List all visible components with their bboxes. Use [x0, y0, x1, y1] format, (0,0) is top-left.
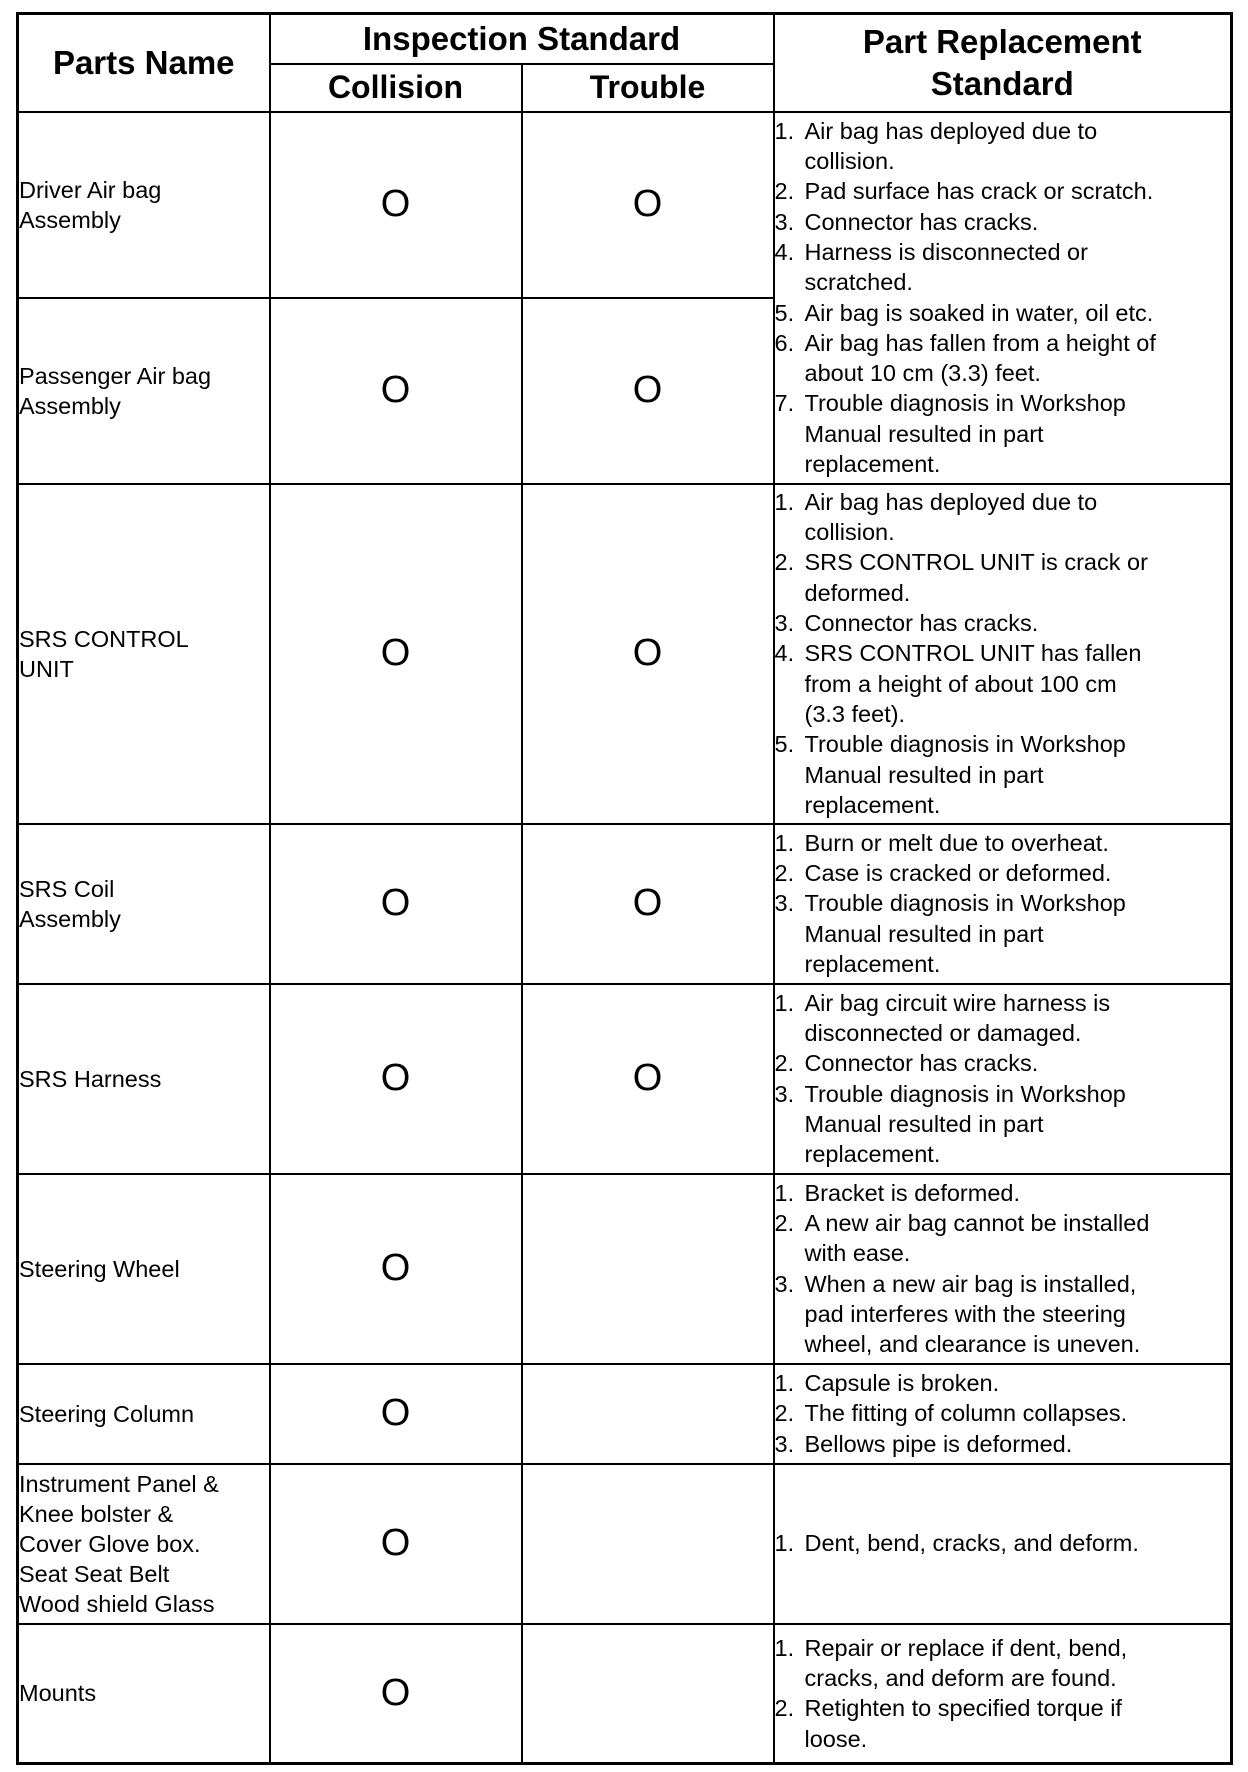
header-part-replacement-line1: Part Replacement [862, 22, 1142, 60]
standard-item-text: Trouble diagnosis in Workshop [804, 1080, 1126, 1107]
header-parts-name: Parts Name [18, 14, 270, 112]
standard-item [775, 298, 1231, 328]
standard-item-number: 2. [774, 1400, 795, 1427]
inspection-standard-table [16, 12, 1233, 1765]
table-row [18, 984, 1232, 1174]
collision-mark: O [270, 824, 522, 984]
standard-item-number: 3. [774, 890, 795, 917]
standard-item [775, 888, 1231, 979]
standard-item [775, 547, 1231, 608]
replacement-standard-list [775, 1178, 1231, 1360]
standard-item-number: 1. [774, 989, 795, 1016]
standard-item-text: Manual resulted in part [804, 1110, 1044, 1137]
trouble-mark: O [522, 984, 774, 1174]
standard-item-text: Bellows pipe is deformed. [804, 1430, 1073, 1457]
standard-item-text: (3.3 feet). [804, 700, 906, 727]
standard-item-text: Air bag has deployed due to [804, 488, 1098, 515]
standard-item-number: 1. [774, 1179, 795, 1206]
standard-item-text: deformed. [804, 579, 911, 606]
standard-item-text: Trouble diagnosis in Workshop [804, 890, 1126, 917]
header-part-replacement-line2: Standard [930, 64, 1074, 102]
standard-item-text: replacement. [804, 450, 941, 477]
standard-item-text: Air bag is soaked in water, oil etc. [804, 299, 1154, 326]
standard-item-number: 5. [774, 731, 795, 758]
standard-item-text: Burn or melt due to overheat. [804, 829, 1109, 856]
header-inspection-standard: Inspection Standard [270, 14, 774, 64]
trouble-mark: O [522, 824, 774, 984]
standard-item-text: Air bag has deployed due to [804, 117, 1098, 144]
replacement-standard-cell [774, 112, 1232, 484]
standard-item-text: When a new air bag is installed, [804, 1270, 1137, 1297]
standard-item-text: Air bag has fallen from a height of [804, 329, 1156, 356]
standard-item-number: 1. [774, 117, 795, 144]
standard-item-text: The fitting of column collapses. [804, 1400, 1128, 1427]
part-name-cell [18, 984, 270, 1174]
standard-item-number: 3. [774, 610, 795, 637]
standard-item-text: replacement. [804, 791, 941, 818]
standard-item-number: 3. [774, 1080, 795, 1107]
collision-mark: O [270, 1464, 522, 1624]
trouble-mark [522, 1174, 774, 1364]
standard-item-text: Manual resulted in part [804, 920, 1044, 947]
part-name-line: Passenger Air bag [19, 362, 212, 389]
standard-item [775, 1079, 1231, 1170]
part-name-line: Steering Column [19, 1400, 195, 1427]
header-trouble: Trouble [522, 64, 774, 112]
replacement-standard-cell [774, 1364, 1232, 1464]
replacement-standard-list [775, 487, 1231, 820]
standard-item-text: collision. [804, 148, 895, 175]
collision-mark: O [270, 984, 522, 1174]
standard-item [775, 1633, 1231, 1694]
replacement-standard-cell [774, 1624, 1232, 1764]
standard-item-text: Bracket is deformed. [804, 1179, 1021, 1206]
part-name-cell [18, 484, 270, 824]
table-row [18, 1624, 1232, 1764]
standard-item-number: 1. [774, 829, 795, 856]
standard-item [775, 1528, 1231, 1558]
standard-item-text: Case is cracked or deformed. [804, 860, 1112, 887]
standard-item-text: Manual resulted in part [804, 761, 1044, 788]
standard-item-text: Repair or replace if dent, bend, [804, 1634, 1128, 1661]
standard-item-text: scratched. [804, 269, 913, 296]
part-name-line: Assembly [19, 905, 121, 932]
part-name-line: Seat Seat Belt [19, 1560, 170, 1587]
header-part-replacement-standard [774, 14, 1232, 112]
standard-item-text: with ease. [804, 1240, 911, 1267]
standard-item-number: 5. [774, 299, 795, 326]
table-row [18, 112, 1232, 298]
standard-item [775, 1368, 1231, 1398]
standard-item-text: replacement. [804, 950, 941, 977]
standard-item [775, 176, 1231, 206]
standard-item [775, 1048, 1231, 1078]
standard-item [775, 1429, 1231, 1459]
replacement-standard-cell [774, 824, 1232, 984]
standard-item-text: Trouble diagnosis in Workshop [804, 731, 1126, 758]
standard-item [775, 988, 1231, 1049]
table-row [18, 1364, 1232, 1464]
part-name-line: Cover Glove box. [19, 1530, 201, 1557]
replacement-standard-list [775, 828, 1231, 979]
replacement-standard-list [775, 116, 1231, 480]
standard-item-text: about 10 cm (3.3) feet. [804, 360, 1041, 387]
standard-item-number: 1. [774, 1530, 795, 1557]
standard-item-number: 2. [774, 860, 795, 887]
part-name-cell [18, 1624, 270, 1764]
standard-item-number: 6. [774, 329, 795, 356]
part-name-line: Assembly [19, 392, 121, 419]
standard-item-text: wheel, and clearance is uneven. [804, 1331, 1141, 1358]
standard-item-number: 1. [774, 1634, 795, 1661]
collision-mark: O [270, 1364, 522, 1464]
standard-item [775, 328, 1231, 389]
replacement-standard-cell [774, 484, 1232, 824]
standard-item [775, 1178, 1231, 1208]
standard-item-text: Pad surface has crack or scratch. [804, 178, 1154, 205]
standard-item [775, 828, 1231, 858]
part-name-line: SRS Harness [19, 1065, 162, 1092]
replacement-standard-list [775, 1368, 1231, 1459]
collision-mark: O [270, 1624, 522, 1764]
trouble-mark [522, 1464, 774, 1624]
standard-item-text: Air bag circuit wire harness is [804, 989, 1111, 1016]
standard-item-text: Capsule is broken. [804, 1370, 1000, 1397]
part-name-cell [18, 1174, 270, 1364]
part-name-line: Wood shield Glass [19, 1590, 215, 1617]
standard-item-text: Connector has cracks. [804, 208, 1039, 235]
part-name-cell [18, 824, 270, 984]
table-row [18, 1174, 1232, 1364]
part-name-line: Assembly [19, 206, 121, 233]
part-name-cell [18, 1464, 270, 1624]
collision-mark: O [270, 298, 522, 484]
standard-item [775, 487, 1231, 548]
part-name-cell [18, 112, 270, 298]
part-name-line: SRS CONTROL [19, 625, 189, 652]
trouble-mark: O [522, 484, 774, 824]
standard-item [775, 1398, 1231, 1428]
standard-item-text: cracks, and deform are found. [804, 1664, 1117, 1691]
replacement-standard-cell [774, 1464, 1232, 1624]
standard-item-number: 2. [774, 1050, 795, 1077]
table-body [18, 112, 1232, 1764]
part-name-cell [18, 298, 270, 484]
collision-mark: O [270, 112, 522, 298]
standard-item-text: loose. [804, 1725, 868, 1752]
standard-item-text: replacement. [804, 1141, 941, 1168]
standard-item-text: Harness is disconnected or [804, 238, 1088, 265]
part-name-line: SRS Coil [19, 875, 115, 902]
replacement-standard-list [775, 1633, 1231, 1754]
standard-item [775, 116, 1231, 177]
standard-item-number: 1. [774, 1370, 795, 1397]
standard-item [775, 729, 1231, 820]
standard-item [775, 638, 1231, 729]
standard-item [775, 1208, 1231, 1269]
standard-item [775, 858, 1231, 888]
standard-item-text: SRS CONTROL UNIT is crack or [804, 549, 1148, 576]
replacement-standard-list [775, 988, 1231, 1170]
replacement-standard-list [775, 1528, 1231, 1558]
replacement-standard-cell [774, 1174, 1232, 1364]
trouble-mark: O [522, 112, 774, 298]
standard-item-number: 2. [774, 178, 795, 205]
standard-item-text: Connector has cracks. [804, 1050, 1039, 1077]
part-name-line: UNIT [19, 655, 74, 682]
standard-item-number: 2. [774, 549, 795, 576]
part-name-cell [18, 1364, 270, 1464]
standard-item-number: 3. [774, 208, 795, 235]
standard-item-text: Trouble diagnosis in Workshop [804, 390, 1126, 417]
standard-item-number: 4. [774, 238, 795, 265]
part-name-line: Instrument Panel & [19, 1470, 219, 1497]
table-row [18, 1464, 1232, 1624]
part-name-line: Driver Air bag [19, 176, 162, 203]
standard-item-number: 1. [774, 488, 795, 515]
trouble-mark [522, 1624, 774, 1764]
standard-item-number: 3. [774, 1270, 795, 1297]
trouble-mark [522, 1364, 774, 1464]
standard-item-number: 4. [774, 640, 795, 667]
replacement-standard-cell [774, 984, 1232, 1174]
standard-item-text: from a height of about 100 cm [804, 670, 1117, 697]
standard-item-text: Dent, bend, cracks, and deform. [804, 1530, 1139, 1557]
collision-mark: O [270, 484, 522, 824]
standard-item-text: Retighten to specified torque if [804, 1695, 1122, 1722]
standard-item [775, 1269, 1231, 1360]
part-name-line: Steering Wheel [19, 1255, 180, 1282]
standard-item-text: SRS CONTROL UNIT has fallen [804, 640, 1142, 667]
standard-item-number: 2. [774, 1209, 795, 1236]
part-name-line: Knee bolster & [19, 1500, 174, 1527]
standard-item-text: Connector has cracks. [804, 610, 1039, 637]
standard-item-text: pad interferes with the steering [804, 1300, 1126, 1327]
trouble-mark: O [522, 298, 774, 484]
standard-item-number: 7. [774, 390, 795, 417]
table-row [18, 824, 1232, 984]
table-row [18, 484, 1232, 824]
standard-item-number: 2. [774, 1695, 795, 1722]
standard-item-text: disconnected or damaged. [804, 1019, 1082, 1046]
header-collision: Collision [270, 64, 522, 112]
collision-mark: O [270, 1174, 522, 1364]
standard-item [775, 608, 1231, 638]
standard-item [775, 207, 1231, 237]
standard-item [775, 237, 1231, 298]
standard-item-number: 3. [774, 1430, 795, 1457]
standard-item-text: Manual resulted in part [804, 420, 1044, 447]
standard-item [775, 388, 1231, 479]
standard-item-text: A new air bag cannot be installed [804, 1209, 1150, 1236]
standard-item [775, 1693, 1231, 1754]
part-name-line: Mounts [19, 1680, 97, 1707]
standard-item-text: collision. [804, 519, 895, 546]
